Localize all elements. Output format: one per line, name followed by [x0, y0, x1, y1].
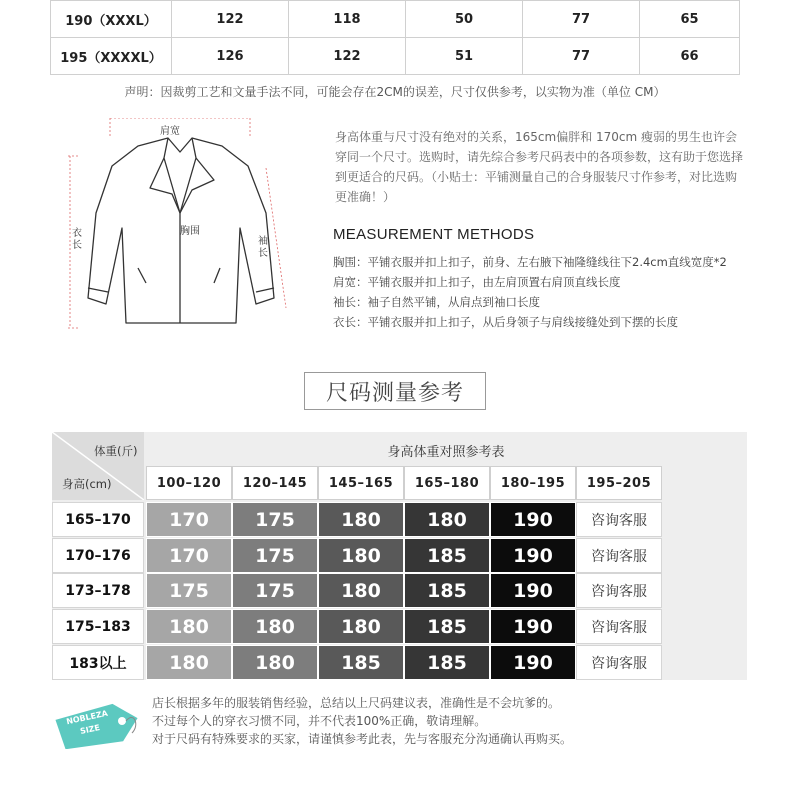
method-sleeve: 袖长：袖子自然平铺，从肩点到袖口长度: [333, 295, 540, 309]
table-cell: 77: [523, 1, 640, 38]
height-row-label: 170–176: [52, 538, 144, 573]
size-value-cell: 170: [146, 538, 232, 573]
corner-header: [52, 432, 144, 500]
consult-service-cell: 咨询客服: [576, 609, 662, 644]
size-value-cell: 190: [490, 538, 576, 573]
table-cell: 51: [406, 38, 523, 75]
table-cell: 77: [523, 38, 640, 75]
consult-service-cell: 咨询客服: [576, 538, 662, 573]
consult-service-cell: 咨询客服: [576, 645, 662, 680]
footer-notes: [152, 694, 572, 748]
nobleza-size-tag: [52, 703, 142, 749]
description-text: 身高体重与尺寸没有绝对的关系，165cm偏胖和 170cm 瘦弱的男生也许会穿同一个尺寸。选购时，请先综合参考尺码表中的各项参数，这有助于您选择到更适合的尺码。（小贴士：平铺测量自己的合身服装尺寸作参考，对比选购更准确！）: [335, 130, 744, 204]
size-value-cell: 185: [404, 538, 490, 573]
sleeve-label: 袖长: [258, 236, 268, 259]
size-value-cell: 185: [404, 609, 490, 644]
size-value-cell: 175: [232, 538, 318, 573]
consult-service-cell: 咨询客服: [576, 502, 662, 537]
tag-size: SIZE: [79, 723, 101, 736]
section-title: 尺码测量参考: [304, 372, 486, 410]
table-cell: 65: [640, 1, 740, 38]
size-value-cell: 180: [146, 609, 232, 644]
size-table-top: [50, 0, 740, 75]
size-value-cell: 190: [490, 502, 576, 537]
table-row: [51, 1, 740, 38]
method-shoulder: 肩宽：平铺衣服并扣上扣子，由左肩顶置右肩顶直线长度: [333, 275, 621, 289]
size-value-cell: 170: [146, 502, 232, 537]
size-value-cell: 180: [404, 502, 490, 537]
method-chest: 胸围：平铺衣服并扣上扣子，前身、左右腋下袖隆缝线往下2.4cm直线宽度*2: [333, 255, 727, 269]
weight-column-header: 100–120: [146, 466, 232, 500]
table-cell: 190（XXXL）: [51, 1, 172, 38]
size-value-cell: 190: [490, 573, 576, 608]
height-row-label: 183以上: [52, 645, 144, 680]
table-cell: 126: [172, 38, 289, 75]
size-value-cell: 180: [318, 609, 404, 644]
table-cell: 118: [289, 1, 406, 38]
size-value-cell: 175: [232, 502, 318, 537]
table-cell: 66: [640, 38, 740, 75]
body-length-label: 衣长: [72, 228, 82, 251]
footer-line: 对于尺码有特殊要求的买家，请谨慎参考此表，先与客服充分沟通确认再购买。: [152, 732, 573, 746]
table-cell: 195（XXXXL）: [51, 38, 172, 75]
size-value-cell: 185: [404, 645, 490, 680]
table-cell: 122: [289, 38, 406, 75]
size-value-cell: 185: [318, 645, 404, 680]
methods-title: MEASUREMENT METHODS: [333, 226, 535, 243]
weight-column-header: 145–165: [318, 466, 404, 500]
size-value-cell: 180: [146, 645, 232, 680]
height-row-label: 173–178: [52, 573, 144, 608]
shoulder-label: 肩宽: [160, 126, 180, 137]
table-cell: 122: [172, 1, 289, 38]
weight-axis-label: 体重(斤): [94, 444, 138, 458]
height-row-label: 165–170: [52, 502, 144, 537]
weight-column-header: 165–180: [404, 466, 490, 500]
table-row: [51, 38, 740, 75]
footer-line: 不过每个人的穿衣习惯不同，并不代表100%正确，敬请理解。: [152, 714, 487, 728]
size-notice: 声明：因裁剪工艺和文量手法不同，可能会存在2CM的误差，尺寸仅供参考，以实物为准（单位 CM）: [124, 85, 666, 99]
footer-line: 店长根据多年的服装销售经验，总结以上尺码建议表，准确性是不会坑爹的。: [152, 696, 561, 710]
jacket-diagram: [68, 118, 292, 338]
table-cell: 50: [406, 1, 523, 38]
height-axis-label: 身高(cm): [62, 477, 112, 491]
size-value-cell: 180: [232, 609, 318, 644]
size-value-cell: 190: [490, 609, 576, 644]
tag-brand: NOBLEZA: [65, 708, 109, 727]
method-length: 衣长：平铺衣服并扣上扣子，从后身领子与肩线接缝处到下摆的长度: [333, 315, 678, 329]
chest-label: 胸围: [180, 226, 200, 237]
size-value-cell: 190: [490, 645, 576, 680]
size-value-cell: 180: [232, 645, 318, 680]
size-value-cell: 175: [232, 573, 318, 608]
weight-column-header: 120–145: [232, 466, 318, 500]
consult-service-cell: 咨询客服: [576, 573, 662, 608]
weight-column-header: 195–205: [576, 466, 662, 500]
size-value-cell: 180: [318, 538, 404, 573]
height-row-label: 175–183: [52, 609, 144, 644]
size-value-cell: 185: [404, 573, 490, 608]
size-value-cell: 180: [318, 573, 404, 608]
table-title: 身高体重对照参考表: [387, 444, 505, 460]
size-value-cell: 180: [318, 502, 404, 537]
size-value-cell: 175: [146, 573, 232, 608]
weight-column-header: 180–195: [490, 466, 576, 500]
